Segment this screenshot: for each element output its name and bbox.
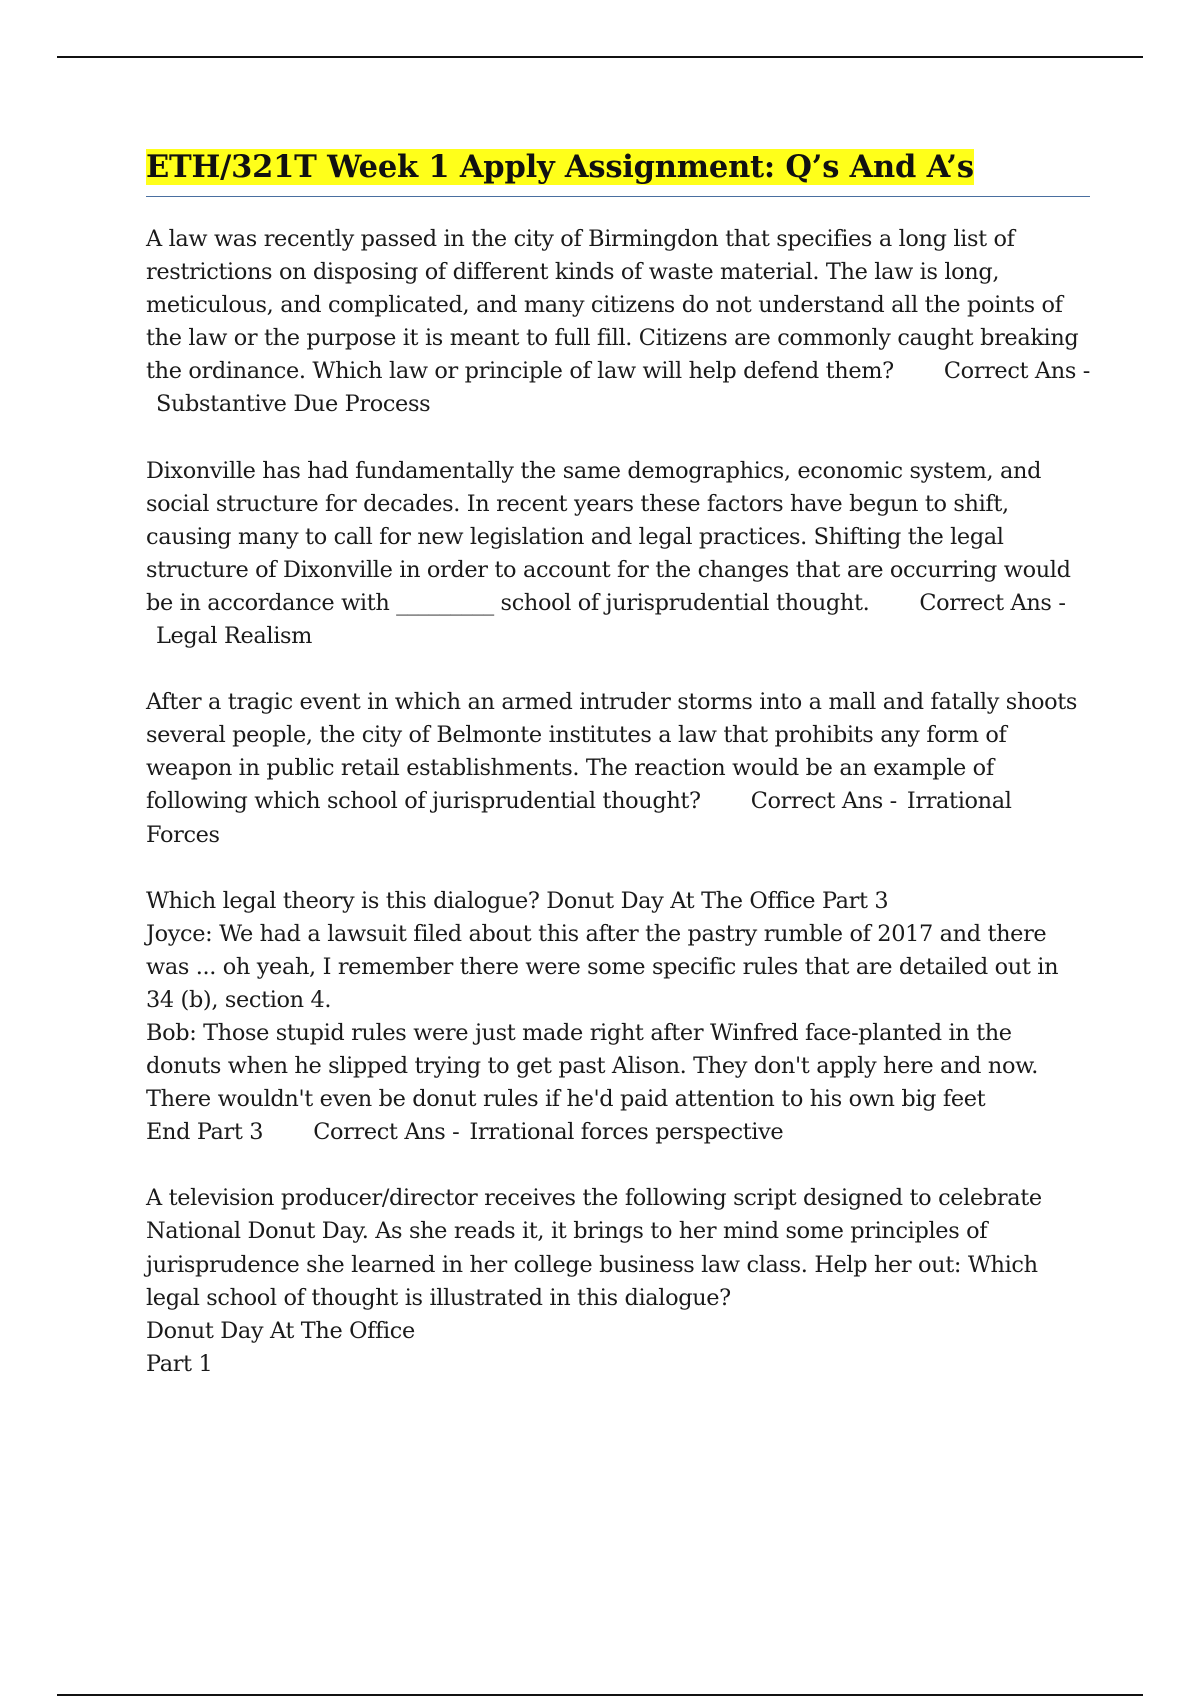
answer-text: Irrational forces perspective (469, 1119, 784, 1146)
dialogue-line: Joyce: We had a lawsuit filed about this after the pastry rumble of 2017 and there was ... oh yeah, I remember there were some specific rules that are detailed out in 34 (b), section 4. (146, 920, 1059, 1013)
question-text: A television producer/director receives the following script designed to celebrate National Donut Day. As she reads it, it brings to her mind some principles of jurisprudence she learned in her college business law class. Help her out: Which legal school of thought is illustrated in this dialogue? (146, 1185, 1042, 1311)
question-3 (146, 686, 1090, 851)
answer-label: Correct Ans - (919, 589, 1066, 616)
question-4 (146, 885, 1090, 1150)
answer-text: Legal Realism (156, 623, 313, 650)
answer-text: Substantive Due Process (156, 391, 431, 418)
answer-label: Correct Ans - (313, 1119, 460, 1146)
question-text: A law was recently passed in the city of Birmingdon that specifies a long list of restrictions on disposing of different kinds of waste material. The law is long, meticulous, and complicated, and many citizens do not understand all the points of the law or the purpose it is meant to full fill. Citizens are commonly caught breaking the ordinance. Which law or principle of law will help defend them? (146, 226, 1079, 385)
answer-text: Irrational Forces (146, 788, 1012, 848)
dialogue-end-line (146, 1116, 1090, 1149)
document-title: ETH/321T Week 1 Apply Assignment: Q’s And A’s (146, 149, 974, 185)
header-rule (57, 56, 1143, 58)
answer-label: Correct Ans - (943, 358, 1090, 385)
dialogue-line: Which legal theory is this dialogue? Donut Day At The Office Part 3 (146, 887, 889, 914)
dialogue-title: Donut Day At The Office (146, 1317, 415, 1344)
end-part-text: End Part 3 (146, 1119, 264, 1146)
answer-label: Correct Ans - (750, 788, 897, 815)
title-block (146, 146, 1090, 197)
dialogue-line: Bob: Those stupid rules were just made right after Winfred face-planted in the donuts when he slipped trying to get past Alison. They don't apply here and now. There wouldn't even be donut rules if he'd paid attention to his own big feet (146, 1019, 1038, 1113)
question-5 (146, 1182, 1090, 1381)
document-body (146, 146, 1090, 1414)
dialogue-part: Part 1 (146, 1350, 213, 1377)
question-text: After a tragic event in which an armed intruder storms into a mall and fatally shoots several people, the city of Belmonte institutes a law that prohibits any form of weapon in public retail establishments. The reaction would be an example of following which school of jurisprudential thought? (146, 689, 1078, 815)
question-text: Dixonville has had fundamentally the same demographics, economic system, and social structure for decades. In recent years these factors have begun to shift, causing many to call for new legislation and legal practices. Shifting the legal structure of Dixonville in order to account for the changes that are occurring would be in accordance with _________ school of jurisprudential thought. (146, 457, 1071, 616)
question-1 (146, 223, 1090, 422)
footer-rule (57, 1694, 1143, 1696)
question-2 (146, 455, 1090, 654)
